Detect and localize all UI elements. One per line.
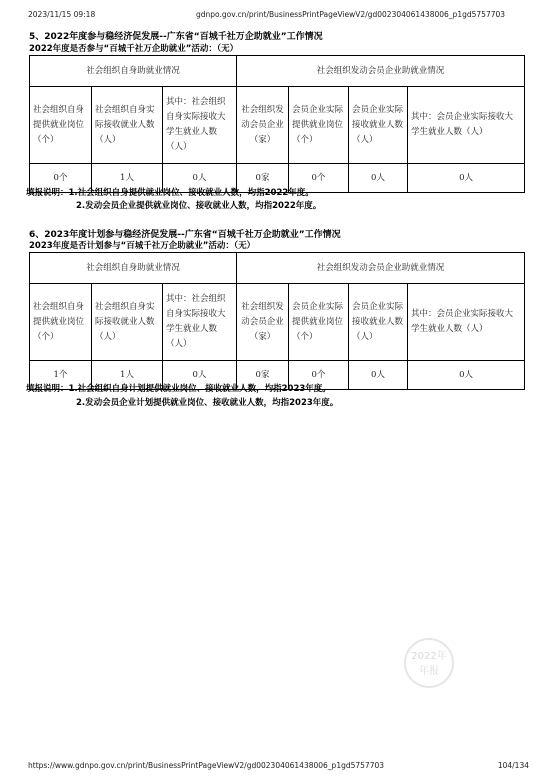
page-number: 104/134 — [497, 761, 529, 770]
cell-self-hired: 1人 — [92, 361, 163, 390]
cell-self-jobs: 1个 — [30, 361, 92, 390]
cell-member-firms: 0家 — [237, 164, 289, 193]
print-url-footer: https://www.gdnpo.gov.cn/print/BusinessPrintPageViewV2/gd002304061438006_p1gd5757703 — [28, 761, 385, 770]
cell-member-jobs: 0个 — [289, 164, 349, 193]
cell-member-hired: 0人 — [349, 361, 408, 390]
cell-member-jobs: 0个 — [289, 361, 349, 390]
print-url-header: gdnpo.gov.cn/print/BusinessPrintPageViewV2/gd002304061438006_p1gd5757703 — [196, 10, 506, 19]
group-header-self: 社会组织自身助就业情况 — [30, 56, 237, 87]
cell-self-graduates: 0人 — [163, 164, 237, 193]
col-header-self-graduates: 其中：社会组织自身实际接收大学生就业人数（人） — [163, 87, 237, 164]
cell-member-graduates: 0人 — [408, 361, 525, 390]
cell-self-graduates: 0人 — [163, 361, 237, 390]
col-header-self-hired: 社会组织自身实际接收就业人数（人） — [92, 284, 163, 361]
section-5-note-2: 2.发动会员企业提供就业岗位、接收就业人数，均指2022年度。 — [76, 201, 322, 211]
section-5-title: 5、2022年度参与稳经济促发展--广东省“百城千社万企助就业”工作情况 — [29, 32, 323, 42]
group-header-self: 社会组织自身助就业情况 — [30, 253, 237, 284]
stamp-label: 年报 — [419, 666, 439, 677]
col-header-member-firms: 社会组织发动会员企业（家） — [237, 284, 289, 361]
cell-member-graduates: 0人 — [408, 164, 525, 193]
col-header-self-graduates: 其中：社会组织自身实际接收大学生就业人数（人） — [163, 284, 237, 361]
group-header-members: 社会组织发动会员企业助就业情况 — [237, 56, 525, 87]
cell-self-jobs: 0个 — [30, 164, 92, 193]
group-header-members: 社会组织发动会员企业助就业情况 — [237, 253, 525, 284]
section-6-note-2: 2.发动会员企业计划提供就业岗位、接收就业人数，均指2023年度。 — [76, 398, 339, 408]
col-header-self-jobs: 社会组织自身提供就业岗位（个） — [30, 284, 92, 361]
cell-member-firms: 0家 — [237, 361, 289, 390]
col-header-member-graduates: 其中：会员企业实际接收大学生就业人数（人） — [408, 87, 525, 164]
col-header-self-jobs: 社会组织自身提供就业岗位（个） — [30, 87, 92, 164]
cell-member-hired: 0人 — [349, 164, 408, 193]
print-timestamp: 2023/11/15 09:18 — [28, 10, 96, 19]
col-header-member-graduates: 其中：会员企业实际接收大学生就业人数（人） — [408, 284, 525, 361]
section-6-subtitle: 2023年度是否计划参与“百城千社万企助就业”活动：（无） — [29, 241, 256, 251]
col-header-member-jobs: 会员企业实际提供就业岗位（个） — [289, 284, 349, 361]
col-header-member-hired: 会员企业实际接收就业人数（人） — [349, 87, 408, 164]
section-5-note-1: 填报说明：1.社会组织自身提供就业岗位、接收就业人数，均指2022年度。 — [26, 188, 314, 198]
stamp-year: 2022年 — [411, 651, 447, 662]
section-5-table — [29, 55, 525, 193]
col-header-member-hired: 会员企业实际接收就业人数（人） — [349, 284, 408, 361]
annual-report-stamp — [404, 638, 454, 688]
cell-self-hired: 1人 — [92, 164, 163, 193]
col-header-member-firms: 社会组织发动会员企业（家） — [237, 87, 289, 164]
section-6-title: 6、2023年度计划参与稳经济促发展--广东省“百城千社万企助就业”工作情况 — [29, 230, 341, 240]
section-6-note-1: 填报说明：1.社会组织自身计划提供就业岗位、接收就业人数，均指2023年度。 — [26, 384, 331, 394]
section-6-table — [29, 252, 525, 390]
col-header-member-jobs: 会员企业实际提供就业岗位（个） — [289, 87, 349, 164]
col-header-self-hired: 社会组织自身实际接收就业人数（人） — [92, 87, 163, 164]
section-5-subtitle: 2022年度是否参与“百城千社万企助就业”活动：（无） — [29, 44, 239, 54]
